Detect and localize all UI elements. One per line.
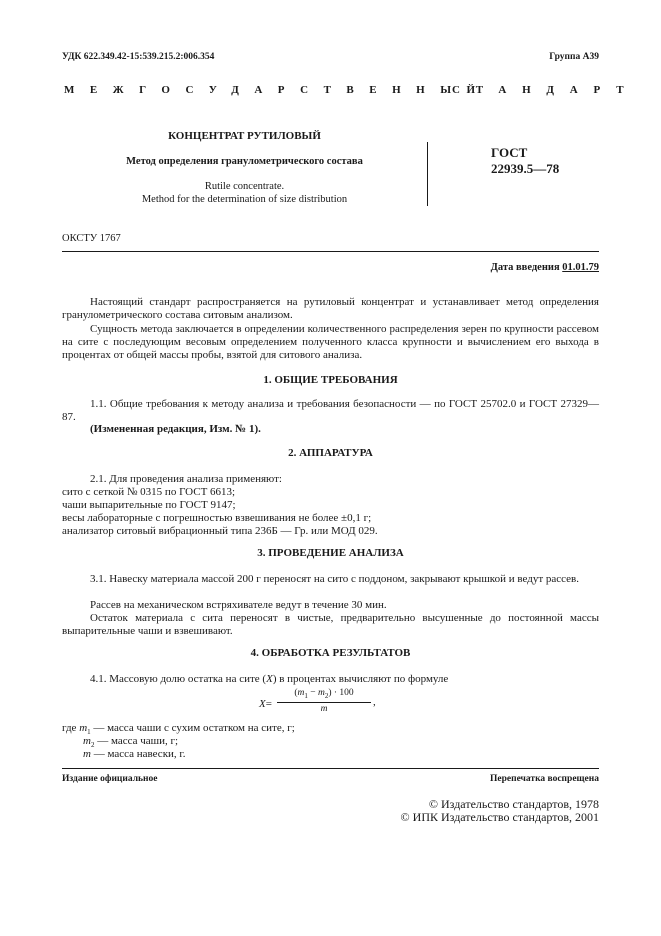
formula-denominator [277, 704, 371, 714]
def-text: — масса чаши, г; [94, 735, 179, 747]
where-prefix: где [62, 722, 77, 734]
title-divider [427, 142, 428, 206]
formula-paren-close: ) · 100 [328, 688, 354, 698]
effective-date-value: 01.01.79 [562, 262, 599, 273]
doc-subtitle: Метод определения гранулометрического состава [126, 156, 363, 167]
header-rule [62, 251, 599, 252]
section-3-paragraph-1: 3.1. Навеску материала массой 200 г переносят на сито с поддоном, закрывают крышкой и ведут рассев. [90, 573, 579, 585]
formula-comma: , [373, 696, 376, 708]
gost-label: ГОСТ [491, 145, 528, 160]
formula-sub2: 2 [324, 691, 329, 700]
doc-title: КОНЦЕНТРАТ РУТИЛОВЫЙ [168, 130, 321, 142]
section-2-heading: 2. АППАРАТУРА [288, 447, 373, 459]
fraction-bar [277, 702, 371, 703]
def-symbol: m [83, 735, 91, 747]
formula-numerator [277, 688, 371, 700]
section-1-amendment-note: (Измененная редакция, Изм. № 1). [90, 423, 261, 435]
formula-equals: = [265, 698, 272, 710]
reprint-prohibited: Перепечатка воспрещена [489, 774, 599, 784]
section-3-paragraph-3: Остаток материала с сита переносят в чистые, предварительно высушенные до постоянной массы выпарительные чаши и взвешивают. [62, 612, 599, 638]
formula-m2: m [317, 688, 325, 698]
definition-line [83, 748, 185, 761]
section-2-line: анализатор ситовый вибрационный типа 236Б — Гр. или МОД 029. [62, 525, 378, 537]
gost-number: 22939.5—78 [491, 161, 560, 176]
copyright-1978: © Издательство стандартов, 1978 [428, 797, 599, 811]
def-symbol: m [79, 722, 88, 734]
section-3-paragraph-2: Рассев на механическом встряхивателе ведут в течение 30 мин. [90, 599, 387, 611]
formula-sub1: 1 [304, 691, 308, 700]
formula-lhs-var: X [259, 698, 266, 710]
standard-label: СТАНДАРТ [452, 84, 640, 96]
doc-title-en: Rutile concentrate. [204, 181, 285, 192]
section-4-text-after: ) в процентах вычисляют по формуле [272, 673, 449, 685]
def-sub: 2 [90, 741, 95, 750]
official-edition: Издание официальное [62, 774, 158, 784]
section-2-line: весы лабораторные с погрешностью взвешивания не более ±0,1 г; [62, 512, 372, 524]
udk-code: УДК 622.349.42-15:539.215.2:006.354 [62, 52, 215, 62]
def-symbol: m [83, 748, 91, 760]
intro-paragraph-1: Настоящий стандарт распространяется на рутиловый концентрат и устанавливает метод определения гранулометрического состава ситовым анализом. [62, 296, 599, 322]
section-1-paragraph: 1.1. Общие требования к методу анализа и требования безопасности — по ГОСТ 25702.0 и ГОСТ 27329—87. [62, 398, 599, 424]
section-2-line: чаши выпарительные по ГОСТ 9147; [62, 499, 236, 511]
formula-m1: m [297, 688, 305, 698]
okstu-code: ОКСТУ 1767 [62, 233, 121, 244]
copyright-2001: © ИПК Издательство стандартов, 2001 [400, 810, 599, 824]
intro-paragraph-2: Сущность метода заключается в определении количественного распределения зерен по крупности рассевом на сите с последующим весовым определением полученного класса крупности и вычислением его выхода в процентах от общей массы пробы, взятой для ситового анализа. [62, 323, 599, 362]
formula-denominator-var: m [320, 704, 328, 714]
effective-date-label: Дата введения [490, 262, 560, 273]
section-2-line: сито с сеткой № 0315 по ГОСТ 6613; [62, 486, 236, 498]
section-4-paragraph [90, 673, 448, 686]
def-text: — масса чаши с сухим остатком на сите, г; [90, 722, 295, 734]
formula-minus: − [307, 688, 318, 698]
section-4-heading: 4. ОБРАБОТКА РЕЗУЛЬТАТОВ [250, 647, 411, 659]
section-4-text-before: 4.1. Массовую долю остатка на сите ( [90, 673, 267, 685]
doc-subtitle-en: Method for the determination of size distribution [141, 194, 348, 205]
def-sub: 1 [87, 728, 91, 737]
interstate-label: МЕЖГОСУДАРСТВЕННЫЙ [64, 84, 491, 96]
section-3-heading: 3. ПРОВЕДЕНИЕ АНАЛИЗА [257, 547, 404, 559]
formula-paren-open: ( [294, 688, 298, 698]
group-code: Группа А39 [549, 52, 599, 62]
formula-lhs [259, 698, 272, 710]
effective-date [491, 262, 599, 273]
def-text: — масса навески, г. [90, 748, 186, 760]
section-1-heading: 1. ОБЩИЕ ТРЕБОВАНИЯ [263, 374, 398, 386]
section-4-variable: X [266, 673, 273, 685]
section-2-line: 2.1. Для проведения анализа применяют: [90, 473, 282, 485]
footer-rule [62, 768, 599, 769]
